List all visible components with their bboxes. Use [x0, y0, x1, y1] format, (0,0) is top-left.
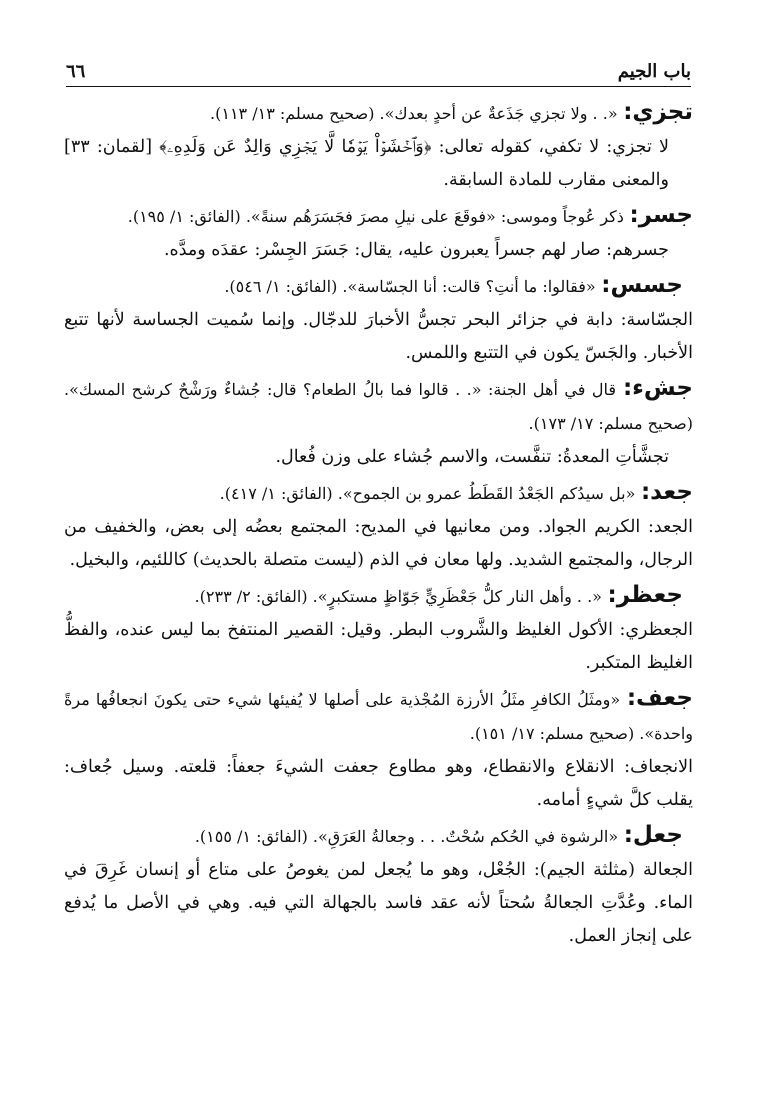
- entry-jaf: [64, 682, 693, 817]
- entry-heading: [64, 579, 693, 614]
- headword: جعظر:: [607, 582, 683, 608]
- entry-heading: [64, 476, 693, 511]
- section-title: باب الجيم: [617, 61, 691, 82]
- dictionary-content: [64, 94, 693, 953]
- headword: تجزي:: [623, 99, 693, 125]
- entry-explanation: الانجعاف: الانقلاع والانقطاع، وهو مطاوع جعفت الشيءَ جعفاً: قلعته. وسيل جُعاف: يقلب كلَّ شيءٍ أمامه.: [64, 757, 693, 810]
- headword: جعل:: [623, 822, 683, 848]
- entry-heading: [64, 372, 693, 441]
- hadith-citation: «بل سيدُكم الجَعْدُ القَطَطُ عمرو بن الجموح». (الفائق: ١/ ٤١٧).: [219, 484, 636, 503]
- entry-explanation: جسرهم: صار لهم جسراً يعبرون عليه، يقال: جَسَرَ الجِسْر: عقدَه ومدَّه.: [163, 240, 669, 260]
- entry-heading: [64, 682, 693, 751]
- entry-jash: [64, 372, 693, 474]
- hadith-citation: «. . ولا تجزي جَذَعةٌ عن أحدٍ بعدك». (صحيح مسلم: ١٣/ ١١٣).: [210, 104, 618, 123]
- hadith-citation: «ومثَلُ الكافرِ مثَلُ الأرزة المُجْذية على أصلها لا يُفيئها شيء حتى يكونَ انجعافُها مرةً واحدة». (صحيح مسلم: ١٧/ ١٥١).: [64, 690, 693, 743]
- headword: جسر:: [629, 202, 693, 228]
- entry-explanation: تجشَّأتِ المعدةُ: تنفَّست، والاسم جُشاء على وزن فُعال.: [275, 447, 669, 467]
- headword: جسس:: [601, 272, 683, 298]
- hadith-citation: قال في أهل الجنة: «. . قالوا فما بالُ الطعام؟ قال: جُشاءٌ ورَشْحٌ كرشح المسك». (صحيح مسلم: ١٧/ ١٧٣).: [64, 380, 693, 433]
- entry-heading: [64, 269, 693, 304]
- entry-jal: [64, 819, 693, 953]
- entry-jass: [64, 269, 693, 370]
- entry-heading: [64, 96, 693, 131]
- hadith-citation: ذكر عُوجاً وموسى: «فوقَعَ على نيلِ مصرَ فجَسَرَهُم سنةً». (الفائق: ١/ ١٩٥).: [127, 207, 624, 226]
- hadith-citation: «. . وأهل النار كلُّ جَعْظَرِيٍّ جَوّاظٍ مستكبرٍ». (الفائق: ٢/ ٢٣٣).: [194, 587, 602, 606]
- entry-jad: [64, 476, 693, 577]
- entry-explanation: الجسّاسة: دابة في جزائر البحر تجسُّ الأخبارَ للدجّال. وإنما سُميت الجساسة لأنها تتبع الأخبار. والجَسّ يكون في التتبع واللمس.: [64, 310, 693, 363]
- page-number: ٦٦: [66, 61, 86, 82]
- entry-jasr: [64, 199, 693, 267]
- entry-jazar: [64, 579, 693, 680]
- headword: جعد:: [640, 479, 693, 505]
- hadith-citation: «فقالوا: ما أنتِ؟ قالت: أنا الجسّاسة». (الفائق: ١/ ٥٤٦).: [224, 277, 596, 296]
- hadith-citation: «الرشوة في الحُكم سُحْتٌ. . . وجعالةُ العَرَقِ». (الفائق: ١/ ١٥٥).: [194, 827, 619, 846]
- entry-explanation: لا تجزي: لا تكفي، كقوله تعالى: ﴿وَٱخۡشَوۡاْ يَوۡمٗا لَّا يَجۡزِي وَالِدٌ عَن وَلَدِهِۦ﴾ [لقمان: ٣٣] والمعنى مقارب للمادة السابقة.: [64, 137, 669, 190]
- entry-explanation: الجعد: الكريم الجواد. ومن معانيها في المديح: المجتمع بعضُه إلى بعض، والخفيف من الرجال، والمجتمع الشديد. ولها معان في الذم (ليست متصلة بالحديث) كاللئيم، والبخيل.: [64, 517, 693, 570]
- entry-heading: [64, 819, 693, 854]
- entry-tajzi: [64, 96, 693, 197]
- running-header: [66, 52, 691, 87]
- entry-explanation: الجعالة (مثلثة الجيم): الجُعْل، وهو ما يُجعل لمن يغوصُ على متاع أو إنسان غَرِقَ في الماء. وعُدَّتِ الجعالةُ سُحتاً لأنه عقد فاسد بالجهالة التي فيه. وهي في الأصل ما يُدفع على إنجاز العمل.: [64, 860, 693, 946]
- entry-heading: [64, 199, 693, 234]
- entry-explanation: الجعظري: الأكول الغليظ والشَّروب البطر. وقيل: القصير المنتفخ بما ليس عنده، والفظُّ الغليظ المتكبر.: [64, 620, 693, 673]
- headword: جشء:: [622, 375, 693, 401]
- headword: جعف:: [626, 685, 693, 711]
